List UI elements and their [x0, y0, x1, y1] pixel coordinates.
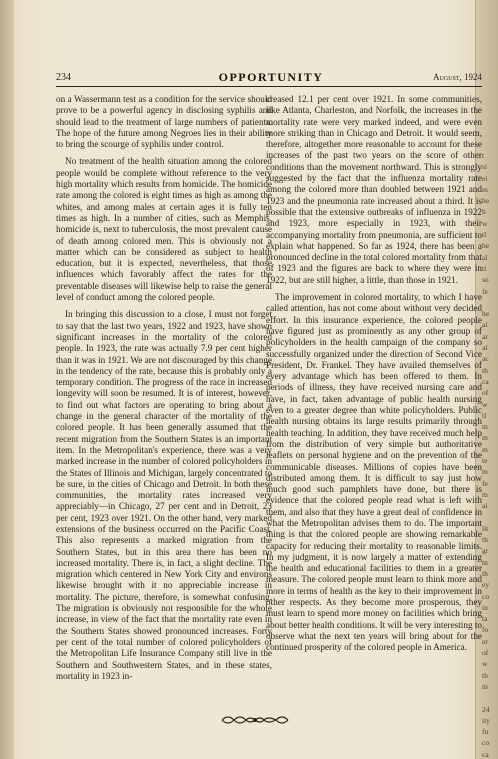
edge-fragment: m: [482, 681, 488, 691]
edge-fragment: 24: [482, 704, 490, 714]
paragraph: creased 12.1 per cent over 1921. In some communities, like Atlanta, Charleston, and Norfolk, the increases in the mortality rate were very marked indeed, and were even more striking than in Chicago and Detroit. It would seem, therefore, altogether more reasonable to account for these increases of the past two years on the score of other conditions than the movement northward. This is strongly suggested by the fact that the influenza mortality rate among the colored more than doubled between 1921 and 1923 and the pneumonia rate increased about a third. It is possible that the extensive outbreaks of influenza in 1922 and 1923, more especially in 1923, with their accompanying mortality from pneumonia, are sufficient to explain what happened. So far as 1924, there has been a pronounced decline in the total colored mortality from that of 1923 and the figures are back to where they were in 1922, but are still higher, a little, than those in 1921.: [266, 94, 482, 285]
edge-fragment: ey: [482, 580, 490, 590]
issue-date: August, 1924: [432, 72, 482, 82]
edge-fragment: tl: [482, 410, 487, 420]
edge-fragment: w: [482, 218, 488, 228]
edge-fragment: fo: [482, 625, 489, 635]
edge-fragment: si: [482, 162, 488, 172]
left-binding-edge: [0, 0, 14, 759]
edge-fragment: so: [482, 275, 489, 285]
edge-fragment: al: [482, 343, 488, 353]
edge-fragment: h: [482, 207, 486, 217]
edge-fragment: ca: [482, 376, 489, 386]
edge-fragment: of: [482, 388, 489, 398]
left-column: [56, 94, 272, 688]
paragraph: No treatment of the health situation among the colored people would be complete without reference to the very high mortality which results from homicide. The homicide rate among the colored is eight times as high as among the whites, and among males at certain ages it is fully ten times as high. In a number of cities, such as Memphis, homicide is, next to tuberculosis, the most prevalent cause of death among colored men. This is obviously not a matter which can be considered as subject to health education, but it is expected, nevertheless, that those influences which favorably affect the rates for the preventable diseases will likewise help to raise the general level of conduct among the colored people.: [56, 156, 272, 303]
edge-fragment: gr: [482, 546, 489, 556]
edge-fragment: th: [482, 670, 488, 680]
edge-fragment: m: [482, 444, 488, 454]
edge-fragment: he: [482, 196, 490, 206]
paragraph: on a Wassermann test as a condition for the service should prove to be a powerful agency in disclosing syphilis and should lead to the treatment of large numbers of patients. The hope of the future among Negroes lies in their ability to bring the scourge of syphilis under control.: [56, 94, 272, 150]
edge-fragment: fu: [482, 727, 489, 737]
journal-title: OPPORTUNITY: [218, 70, 324, 84]
edge-fragment: he: [482, 241, 490, 251]
edge-fragment: ar: [482, 331, 488, 341]
edge-fragment: m: [482, 557, 488, 567]
edge-fragment: fe: [482, 286, 488, 296]
edge-fragment: [482, 692, 496, 703]
edge-fragment: te: [482, 456, 488, 466]
edge-fragment: m: [482, 433, 488, 443]
edge-fragment: ai: [482, 501, 488, 511]
adjacent-page-bleed: [482, 150, 496, 759]
edge-fragment: m: [482, 489, 488, 499]
edge-fragment: lit: [482, 523, 489, 533]
right-column: [266, 94, 482, 660]
edge-fragment: co: [482, 591, 490, 601]
edge-fragment: ity: [482, 715, 490, 725]
edge-fragment: w: [482, 659, 488, 669]
edge-fragment: ai: [482, 320, 488, 330]
ornament-divider-icon: [220, 714, 290, 726]
running-header: [56, 66, 482, 87]
paragraph: The improvement in colored mortality, to which I have called attention, has not come about without very decided effort. In this insurance experience, the colored people have figured just as prominently as any other group of policyholders in the health campaign of the company so successfully organized under the direction of Second Vice President, Dr. Frankel. They have availed themselves of every advantage which has been offered to them. In periods of illness, they have received nursing care and have, in fact, taken advantage of public health nursing even to a greater degree than white policyholders. Public health nursing obtains its large results primarily through health teaching. In addition, they have received much help from the distribution of very simple but authoritative leaflets on personal hygiene and on the prevention of the communicable diseases. Millions of copies have been distributed among them. It is difficult to say just how much good such pamphlets have done, but there is evidence that the colored people read what is left with them, and also that they have a great deal of confidence in what the Metropolitan advises them to do. The important thing is that the colored people are showing remarkable capacity for reducing their mortality to reasonable limits. In my judgment, it is now largely a matter of extending the health and educational facilities to them in a greater measure. The colored people must learn to think more and more in terms of health as the key to their improvement in other respects. As they become more prosperous, they must learn to spend more money on facilities which bring about better health conditions. It will be very interesting to observe what the next ten years will bring about for the continued prosperity of the colored people in America.: [266, 292, 482, 653]
edge-fragment: of: [482, 648, 489, 658]
edge-fragment: [482, 512, 496, 523]
edge-fragment: co: [482, 738, 490, 748]
edge-fragment: he: [482, 309, 490, 319]
edge-fragment: m: [482, 184, 488, 194]
page-number: 234: [56, 72, 71, 83]
edge-fragment: fe: [482, 478, 488, 488]
edge-fragment: er: [482, 636, 488, 646]
edge-fragment: tl: [482, 230, 487, 240]
edge-fragment: th: [482, 535, 488, 545]
edge-fragment: ei: [482, 173, 488, 183]
edge-fragment: w: [482, 399, 488, 409]
edge-fragment: ac: [482, 354, 489, 364]
edge-fragment: al: [482, 252, 488, 262]
edge-fragment: m: [482, 467, 488, 477]
edge-fragment: [482, 297, 496, 308]
edge-fragment: t: [482, 151, 485, 160]
edge-fragment: ta: [482, 614, 488, 624]
edge-fragment: tl: [482, 263, 487, 273]
edge-fragment: ca: [482, 749, 489, 759]
edge-fragment: in: [482, 602, 488, 612]
paragraph: In bringing this discussion to a close, I must not forget to say that the last two years, 1922 and 1923, have shown significant increases in the mortality of the colored people. In 1923, the rate was actually 7.9 per cent higher than it was in 1921. We are not discouraged by this change in the tendency of the rate, because this is probably only a temporary condition. The progress of the race in increased longevity will soon be resumed. It is of interest, however, to find out what factors are operating to bring about a change in the general character of the mortality of the colored people. It has been generally assumed that the recent migration from the Southern States is an important item. In the Metropolitan's experience, there was a very marked increase in the number of colored policyholders in the States of Illinois and Michigan, largely concentrated to be sure, in the cities of Chicago and Detroit. In both these communities, the mortality rates increased very appreciably—in Chicago, 27 per cent and in Detroit, 23 per cent, 1923 over 1921. On the other hand, very marked extensions of the business occurred on the Pacific Coast. This also represents a marked migration from the Southern States, but in this area there has been no increased mortality. There is, in fact, a slight decline. The migration which centered in New York City and environs likewise brought with it no appreciable increase in mortality. The picture, therefore, is somewhat confusing. The migration is obviously not responsible for the whole increase, in view of the fact that the mortality rate even in the Southern States showed pronounced increases. Forty per cent of the total number of colored policyholders of the Metropolitan Life Insurance Company still live in the Southern and Southwestern States, and in these states, mortality in 1923 in-: [56, 309, 272, 681]
edge-fragment: th: [482, 365, 488, 375]
edge-fragment: m: [482, 422, 488, 432]
edge-fragment: th: [482, 568, 488, 578]
